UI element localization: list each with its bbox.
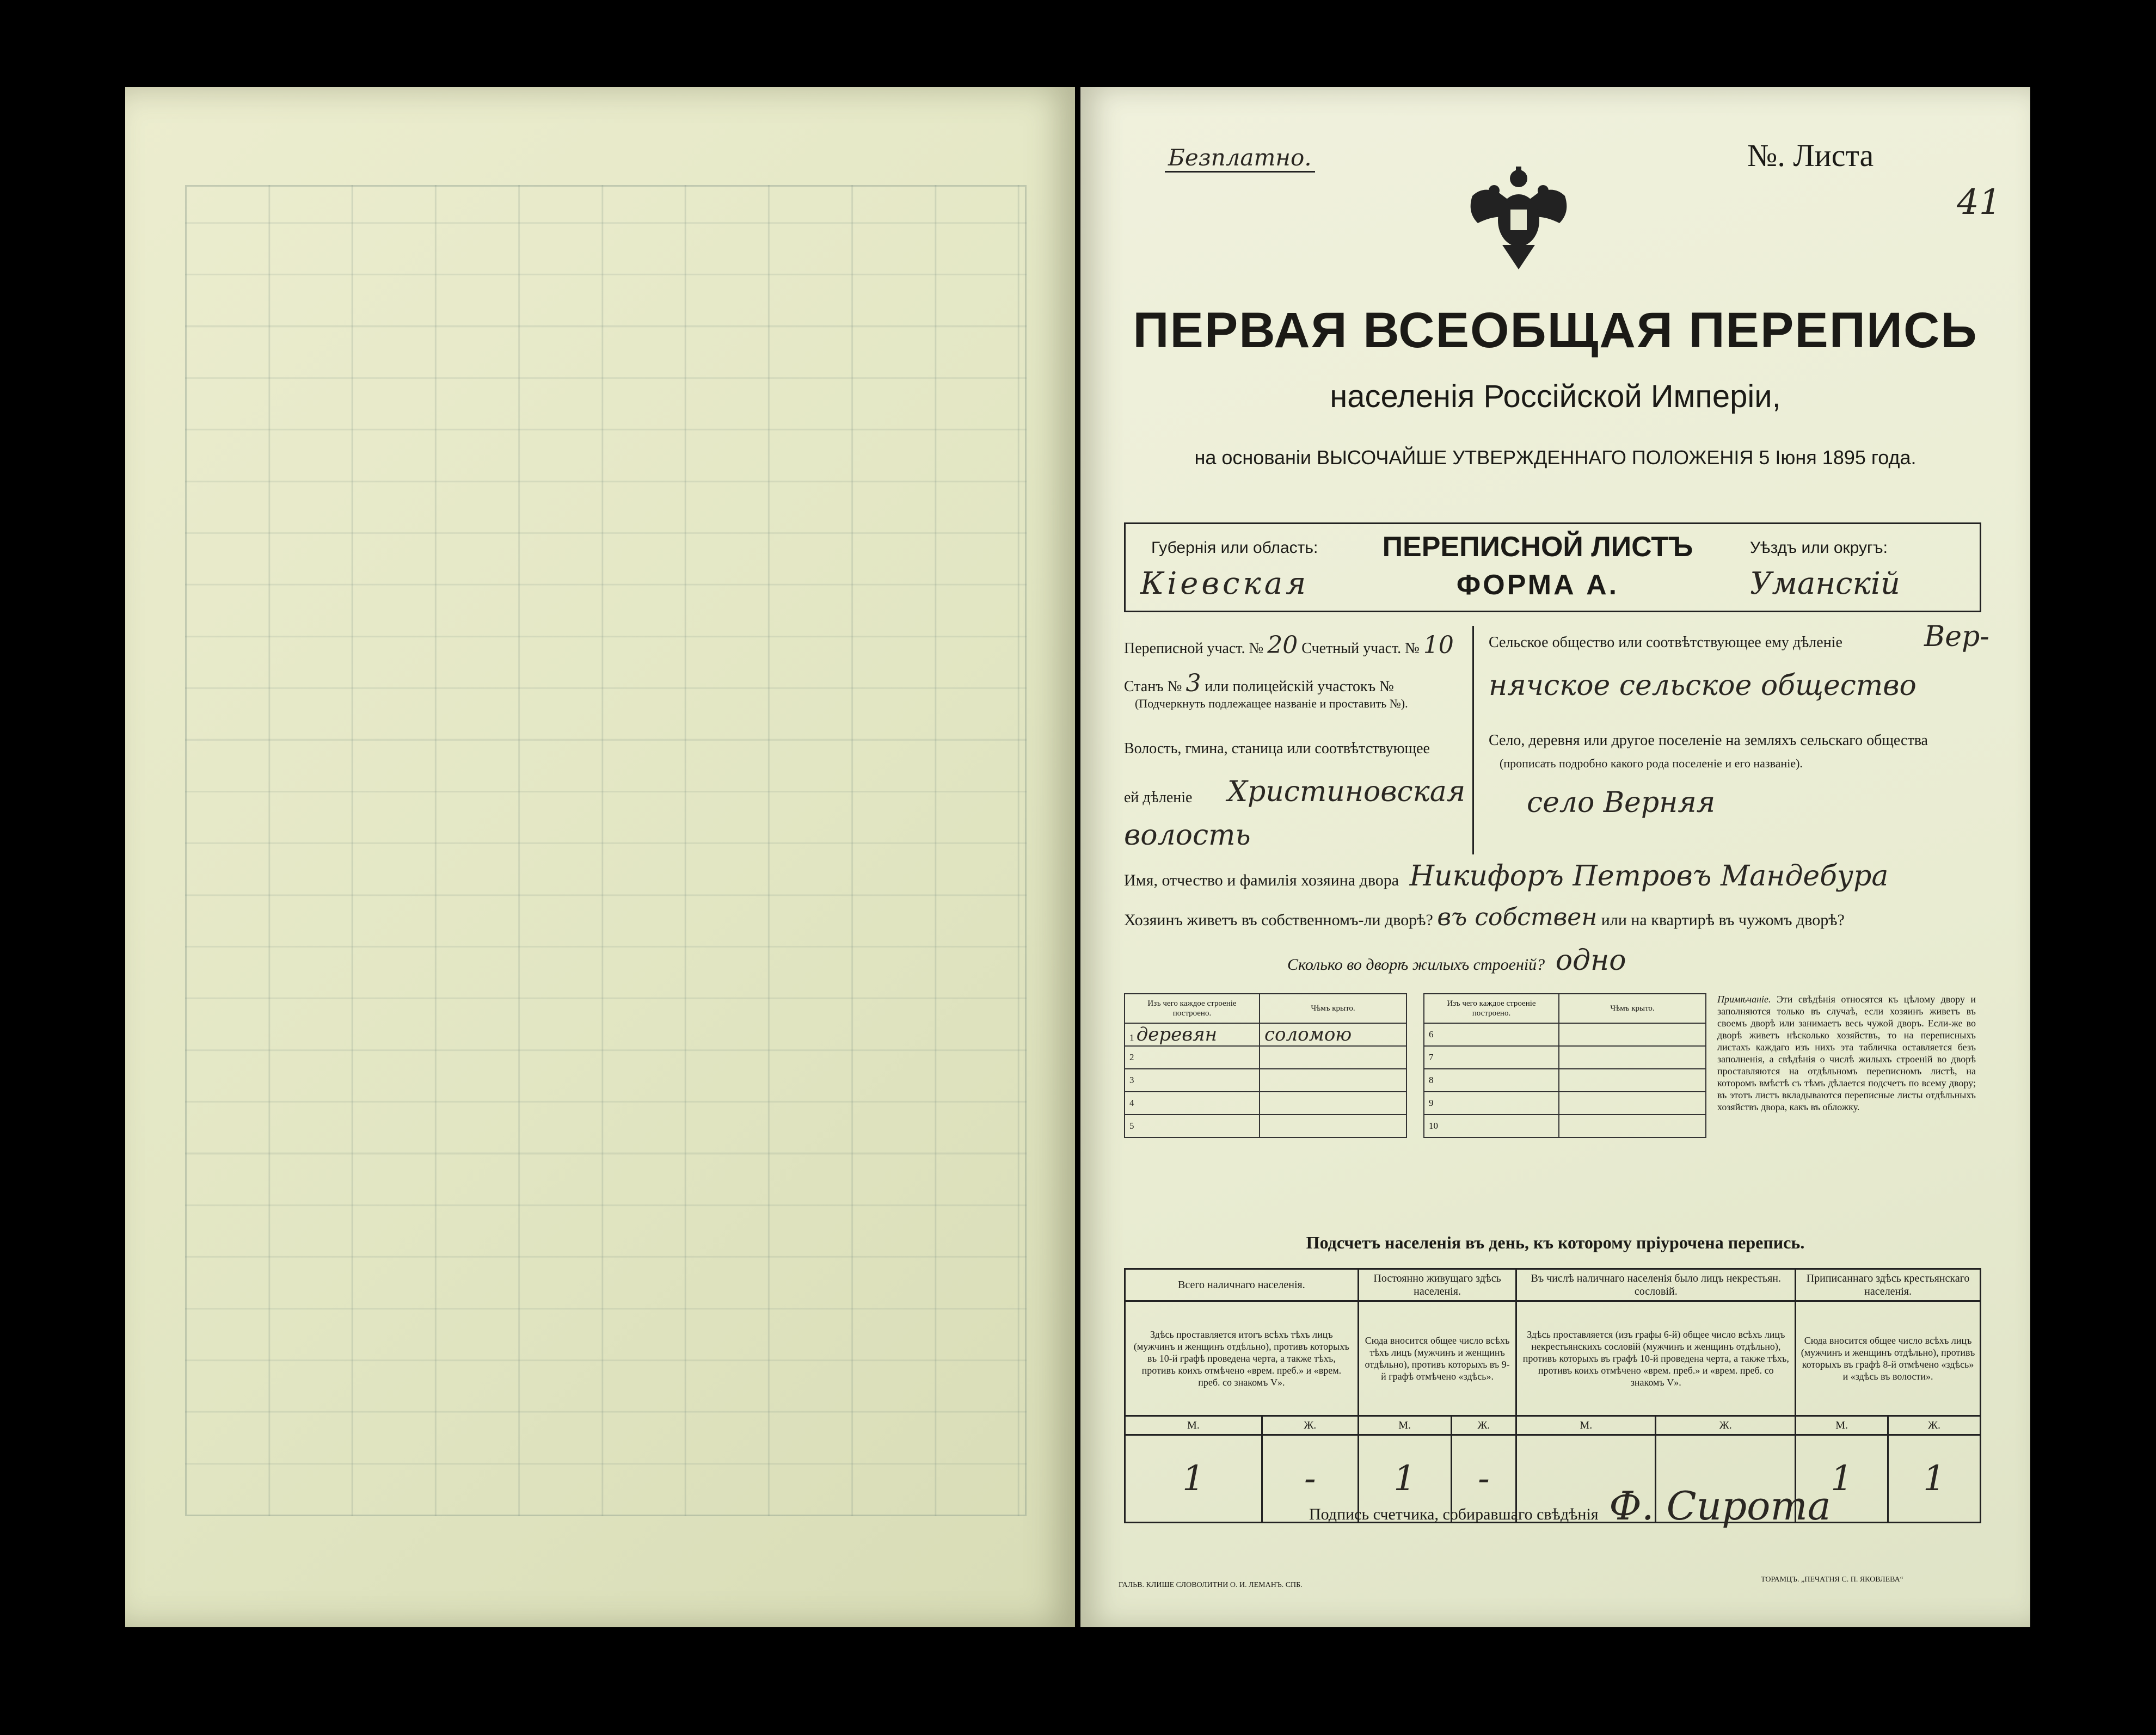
table-row: 8 xyxy=(1424,1069,1706,1092)
pop-col-desc-1: Здѣсь проставляется итогъ всѣхъ тѣхъ лицъ (мужчинъ и женщинъ отдѣльно), противъ которыхъ въ 10-й графѣ проведена черта, а также тѣхъ, противъ коихъ отмѣчено «врем. преб.» и «врем. преб. со знакомъ V». xyxy=(1125,1301,1359,1416)
left-page xyxy=(125,87,1075,1627)
f-label: Ж. xyxy=(1451,1416,1516,1435)
census-unit-row xyxy=(1124,631,1454,659)
pop-col-header-2: Постоянно живущаго здѣсь населенія. xyxy=(1358,1269,1516,1301)
pop-value-m-2: 1 xyxy=(1358,1435,1451,1523)
pop-value-f-4: 1 xyxy=(1888,1435,1981,1523)
lives-label-2: или на квартирѣ въ чужомъ дворѣ? xyxy=(1601,911,1845,929)
volost-value: Христиновская xyxy=(1227,776,1466,808)
f-label: Ж. xyxy=(1888,1416,1981,1435)
village-note: (прописать подробно какого рода поселеніе и его названіе). xyxy=(1500,756,1803,770)
pop-col-desc-4: Сюда вносится общее число всѣхъ лицъ (мужчинъ и женщинъ отдѣльно), противъ которыхъ въ графѣ 8-й отмѣчено «здѣсь» и «здѣсь въ волости». xyxy=(1796,1301,1981,1416)
district-label: Уѣздъ или округъ: xyxy=(1750,539,1888,557)
province-label: Губернія или область: xyxy=(1151,539,1318,557)
signature-value: Ф. Сирота xyxy=(1609,1483,1831,1529)
col-roof: Чѣмъ крыто. xyxy=(1260,994,1406,1023)
owner-row xyxy=(1124,860,1888,893)
village-value: село Верняя xyxy=(1527,786,1716,819)
f-label: Ж. xyxy=(1262,1416,1358,1435)
pop-col-header-1: Всего наличнаго населенія. xyxy=(1125,1269,1359,1301)
table-row: 2 xyxy=(1125,1046,1406,1069)
column-divider xyxy=(1472,626,1474,854)
m-label: М. xyxy=(1516,1416,1656,1435)
village-label: Село, деревня или другое поселеніе на земляхъ сельскаго общества xyxy=(1489,732,1928,749)
pop-col-desc-2: Сюда вносится общее число всѣхъ тѣхъ лицъ (мужчинъ и женщинъ отдѣльно), противъ которыхъ въ 9-й графѣ отмѣчено «здѣсь». xyxy=(1358,1301,1516,1416)
lives-row xyxy=(1124,903,1845,931)
stan-value: 3 xyxy=(1186,669,1201,697)
lives-value: въ собствен xyxy=(1437,903,1598,931)
police-label: или полицейскій участокъ № xyxy=(1205,678,1394,695)
form-subtitle: ФОРМА А. xyxy=(1456,569,1619,601)
census-unit-value: 20 xyxy=(1267,631,1298,659)
table-row: 10 xyxy=(1424,1115,1706,1137)
census-subtitle: населенія Россійской Имперіи, xyxy=(1330,379,1781,414)
pop-value-f-2: - xyxy=(1451,1435,1516,1523)
society-value: Вер- xyxy=(1924,620,1989,653)
census-title: ПЕРВАЯ ВСЕОБЩАЯ ПЕРЕПИСЬ xyxy=(1133,303,1978,358)
imperial-eagle-icon xyxy=(1461,163,1576,272)
m-label: М. xyxy=(1125,1416,1262,1435)
m-label: М. xyxy=(1796,1416,1888,1435)
census-form-page xyxy=(1080,87,2030,1627)
table-row: 1 деревян соломою xyxy=(1125,1023,1406,1046)
note-title: Примѣчаніе. xyxy=(1717,994,1771,1005)
buildings-table-left xyxy=(1124,993,1407,1138)
count-unit-label: Счетный участ. № xyxy=(1301,640,1420,657)
volost-label-2: ей дѣленіе xyxy=(1124,789,1193,806)
volost-value-2: волость xyxy=(1124,819,1251,852)
owner-value: Никифоръ Петровъ Мандебура xyxy=(1409,860,1889,893)
bleed-through-grid xyxy=(185,185,1027,1516)
pop-col-desc-3: Здѣсь проставляется (изъ графы 6-й) общее число всѣхъ лицъ некрестьянскихъ сословій (мужчинъ и женщинъ отдѣльно), противъ которыхъ въ графѣ 10-й проведена черта, а также тѣхъ, противъ коихъ отмѣчено «врем. преб.» и «врем. преб. со знакомъ V». xyxy=(1516,1301,1796,1416)
f-label: Ж. xyxy=(1656,1416,1796,1435)
count-unit-value: 10 xyxy=(1423,631,1454,659)
pop-value-f-1: - xyxy=(1262,1435,1358,1523)
buildings-value: одно xyxy=(1555,944,1626,977)
owner-label: Имя, отчество и фамилія хозяина двора xyxy=(1124,871,1399,889)
underline-note: (Подчеркнуть подлежащее названіе и проставить №). xyxy=(1135,697,1408,710)
footer-right-imprint: ТОРАМЦЪ. „ПЕЧАТНЯ С. П. ЯКОВЛЕВА“ xyxy=(1761,1576,1903,1584)
province-value: Кіевская xyxy=(1140,566,1310,601)
table-row: 7 xyxy=(1424,1046,1706,1069)
table-row: 3 xyxy=(1125,1069,1406,1092)
m-label: М. xyxy=(1358,1416,1451,1435)
signature-label: Подпись счетчика, собиравшаго свѣдѣнія xyxy=(1309,1505,1599,1523)
stan-row xyxy=(1124,669,1394,697)
note-text: Эти свѣдѣнія относятся къ цѣлому двору и заполняются только въ случаѣ, если хозяинъ живетъ въ своемъ дворѣ или занимаетъ весь чужой дворъ. Если-же во дворѣ живетъ нѣсколько хозяйствъ, то на переписныхъ листахъ каждаго изъ нихъ эта табличка оставляется безъ заполненія, а свѣдѣнія о числѣ жилыхъ строеній во дворѣ проставляются на отдѣльномъ переписномъ листѣ, на которомъ вмѣстѣ съ тѣмъ дѣлается подсчетъ по всему двору; въ этотъ листъ вкладываются переписные листы отдѣльныхъ хозяйствъ двора, какъ въ обложку. xyxy=(1717,994,1976,1112)
society-label: Сельское общество или соотвѣтствующее ему дѣленіе xyxy=(1489,634,1842,651)
table-row: 9 xyxy=(1424,1092,1706,1115)
pop-value-m-4: 1 xyxy=(1796,1435,1888,1523)
sheet-number-value: 41 xyxy=(1957,182,2001,223)
buildings-table-right xyxy=(1423,993,1706,1138)
table-row: 4 xyxy=(1125,1092,1406,1115)
census-unit-label: Переписной участ. № xyxy=(1124,640,1264,657)
pop-col-header-3: Въ числѣ наличнаго населенія было лицъ некрестьян. сословій. xyxy=(1516,1269,1796,1301)
lives-label: Хозяинъ живетъ въ собственномъ-ли дворѣ? xyxy=(1124,911,1433,929)
free-label: Безплатно. xyxy=(1165,144,1315,173)
sheet-number-label: №. Листа xyxy=(1747,138,1874,173)
buildings-row xyxy=(1287,944,1626,977)
district-value: Уманскій xyxy=(1750,566,1900,601)
society-value-2: нячское сельское общество xyxy=(1489,669,1917,702)
col-roof-2: Чѣмъ крыто. xyxy=(1559,994,1706,1023)
signature-row xyxy=(1309,1483,1831,1529)
pop-col-header-4: Приписаннаго здѣсь крестьянскаго населенія. xyxy=(1796,1269,1981,1301)
col-material-2: Изъ чего каждое строеніе построено. xyxy=(1424,994,1559,1023)
buildings-label: Сколько во дворѣ жилыхъ строеній? xyxy=(1287,956,1545,974)
footer-left-imprint: ГАЛЬВ. КЛИШЕ СЛОВОЛИТНИ О. И. ЛЕМАНЪ. СПБ. xyxy=(1119,1581,1303,1589)
census-basis: на основаніи ВЫСОЧАЙШЕ УТВЕРЖДЕННАГО ПОЛОЖЕНІЯ 5 Іюня 1895 года. xyxy=(1194,446,1917,469)
volost-label: Волость, гмина, станица или соотвѣтствующее xyxy=(1124,740,1430,757)
col-material: Изъ чего каждое строеніе построено. xyxy=(1125,994,1260,1023)
table-row: 5 xyxy=(1125,1115,1406,1137)
note-block xyxy=(1717,993,1976,1113)
pop-value-m-1: 1 xyxy=(1125,1435,1262,1523)
population-title: Подсчетъ населенія въ день, къ которому пріурочена перепись. xyxy=(1306,1233,1805,1252)
stan-label: Станъ № xyxy=(1124,678,1182,695)
table-row: 6 xyxy=(1424,1023,1706,1046)
form-title: ПЕРЕПИСНОЙ ЛИСТЪ xyxy=(1382,531,1693,563)
